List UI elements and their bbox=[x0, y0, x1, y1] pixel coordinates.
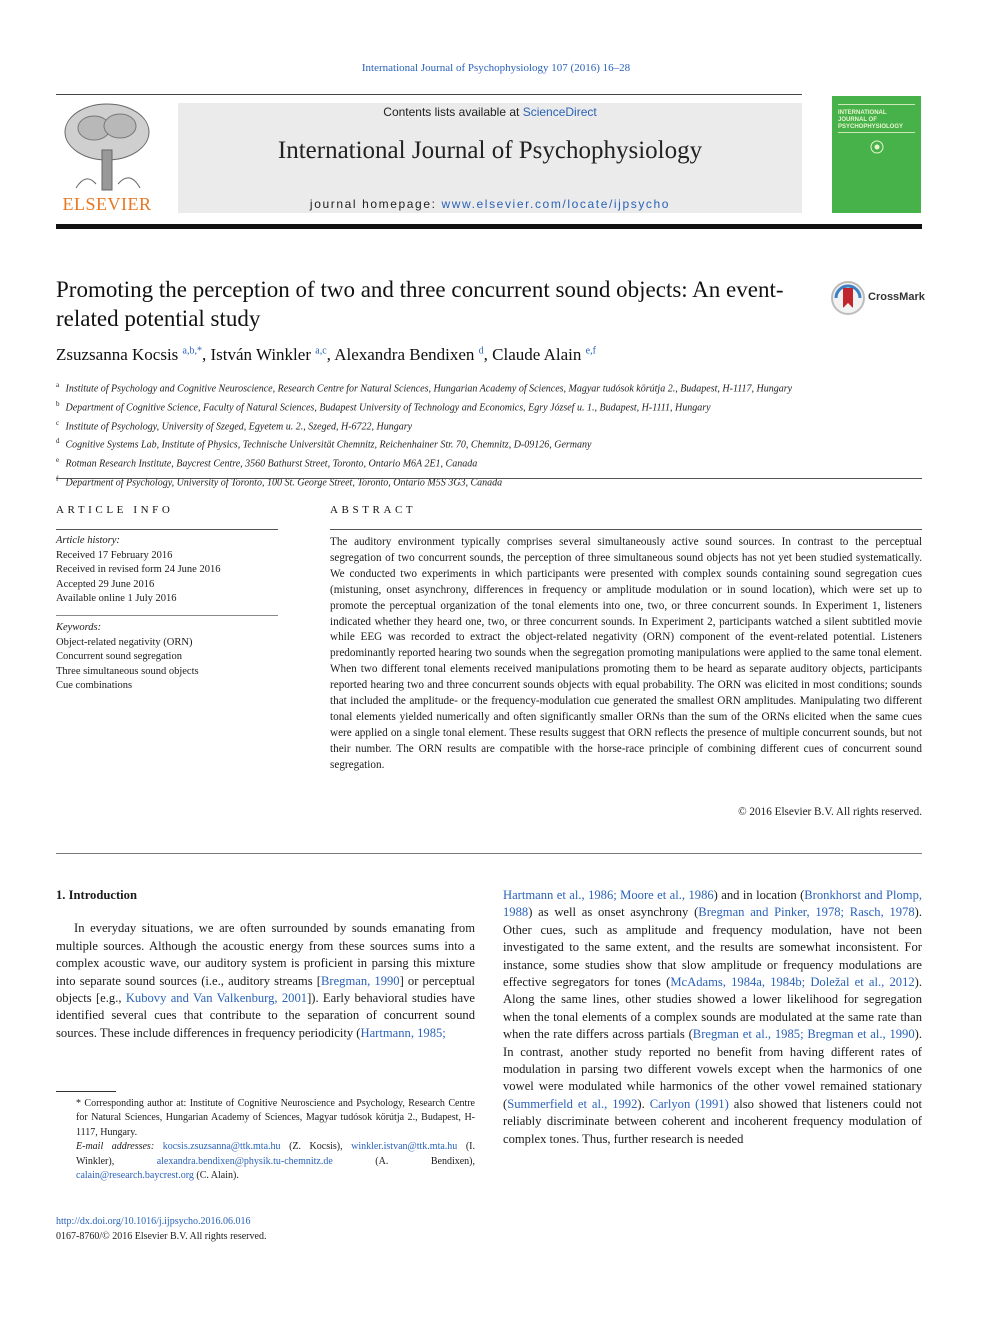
author-affiliation-marker[interactable]: a,c bbox=[315, 345, 327, 357]
author-name[interactable]: Zsuzsanna Kocsis bbox=[56, 345, 179, 364]
issn-line: 0167-8760/© 2016 Elsevier B.V. All rights reserved. bbox=[56, 1230, 267, 1242]
citation-link[interactable]: McAdams, 1984a, 1984b; Doležal et al., 2012 bbox=[670, 975, 915, 990]
keyword-item: Concurrent sound segregation bbox=[56, 651, 182, 662]
affiliation-item bbox=[56, 472, 936, 491]
body-text: ) as well as onset asynchrony ( bbox=[528, 905, 699, 920]
sciencedirect-link[interactable]: ScienceDirect bbox=[522, 105, 597, 119]
crossmark-icon bbox=[830, 280, 866, 316]
affiliation-key: f bbox=[56, 475, 59, 484]
elsevier-logo[interactable] bbox=[56, 100, 158, 215]
affiliation-rule bbox=[56, 478, 922, 479]
affiliation-text: Department of Cognitive Science, Faculty of Natural Sciences, Budapest University of Technology and Economics, Egry József u. 1., Budapest, H-1111, Hungary bbox=[63, 402, 711, 414]
abstract-rule bbox=[330, 529, 922, 530]
history-item: Received in revised form 24 June 2016 bbox=[56, 564, 221, 575]
journal-citation[interactable]: International Journal of Psychophysiology 107 (2016) 16–28 bbox=[361, 62, 631, 74]
keywords-label: Keywords: bbox=[56, 622, 102, 633]
affiliation-item bbox=[56, 434, 936, 453]
affiliation-item bbox=[56, 453, 936, 472]
body-column-right bbox=[503, 887, 922, 1148]
footnote-rule bbox=[56, 1091, 116, 1092]
email-label: E-mail addresses: bbox=[76, 1141, 155, 1153]
history-item: Available online 1 July 2016 bbox=[56, 593, 177, 604]
affiliation-text: Institute of Psychology and Cognitive Neuroscience, Research Centre for Natural Sciences, Hungarian Academy of Sciences, Magyar tudósok körútja 2., Budapest, H-1117, Hungary bbox=[63, 383, 793, 395]
journal-title: International Journal of Psychophysiology bbox=[277, 137, 703, 164]
journal-cover-thumbnail[interactable] bbox=[832, 96, 921, 213]
intro-paragraph-continued bbox=[503, 887, 922, 1148]
email-link[interactable]: calain@research.baycrest.org bbox=[76, 1170, 194, 1182]
author-affiliation-marker[interactable]: d bbox=[478, 345, 484, 357]
abstract-text: The auditory environment typically comprises several simultaneously active sound sources. In contrast to the perceptual segregation of two concurrent sounds, the perception of three simultaneous sound objects has not yet been studied systematically. We conducted two experiments in which participants were presented with complex sounds containing sound segregation cues (mistuning, onset asynchrony, differences in frequency or amplitude modulation or in sound location), which were set up to promote the perceptual organization of the tonal elements into one, two, or three concurrent sounds. In Experiment 1, listeners indicated whether they heard one, two, or three concurrent sounds. In Experiment 2, participants watched a silent subtitled movie while EEG was recorded to extract the object-related negativity (ORN) component of the event-related potential. Listeners predominantly reported hearing two sounds when the segregation promoting manipulations were applied to the same tonal element. When two different tonal elements received manipulations promoting them to be heard as separate auditory objects, participants reported hearing two and three concurrent sounds objects with equal probability. The ORN was elicited in most conditions; sounds that included the amplitude- or the frequency-modulation cue generated the smallest ORN amplitudes. Manipulating two different tonal elements yielded numerically and often significantly smaller ORNs than the sum of the ORNs elicited when the same cues were applied on a single tonal element. These results suggest that ORN reflects the presence of multiple concurrent sounds, but not their number. The ORN results are compatible with the horse-race principle of combining different cues of concurrent sound segregation. bbox=[330, 536, 922, 771]
header-top-rule bbox=[56, 94, 802, 95]
copyright-notice: © 2016 Elsevier B.V. All rights reserved. bbox=[738, 806, 922, 818]
citation-link[interactable]: Hartmann, 1985; bbox=[360, 1025, 446, 1040]
crossmark-badge[interactable] bbox=[830, 280, 930, 316]
doi-link[interactable]: http://dx.doi.org/10.1016/j.ijpsycho.2016.06.016 bbox=[56, 1216, 251, 1227]
body-text: ) and in location ( bbox=[713, 888, 805, 902]
abstract-heading: ABSTRACT bbox=[330, 504, 417, 516]
elsevier-tree-icon bbox=[56, 100, 158, 192]
affiliation-key: d bbox=[56, 437, 60, 446]
body-text: In everyday situations, we are often surrounded by sounds emanating from multiple sources. Although the acoustic energy from these sources sums into a complex acoustic wave, our auditory system is proficient in parsing this mixture into separate sound sources (i.e., auditory streams [ bbox=[56, 921, 475, 988]
email-addresses bbox=[56, 1140, 475, 1183]
affiliations bbox=[56, 378, 936, 491]
email-link[interactable]: alexandra.bendixen@physik.tu-chemnitz.de bbox=[156, 1155, 333, 1167]
cover-rule bbox=[838, 132, 915, 133]
keyword-item: Cue combinations bbox=[56, 680, 133, 691]
citation-link[interactable]: Bregman, 1990 bbox=[320, 973, 400, 988]
affiliation-text: Rotman Research Institute, Baycrest Centre, 3560 Bathurst Street, Toronto, Ontario M6A 2E1, Canada bbox=[63, 458, 478, 470]
article-info-heading: ARTICLE INFO bbox=[56, 504, 174, 516]
homepage-link[interactable]: www.elsevier.com/locate/ijpsycho bbox=[441, 197, 671, 211]
author-name[interactable]: Alexandra Bendixen bbox=[334, 345, 475, 364]
body-text: also showed that listeners could not reliably discriminate between coherent and incoherent frequency modulation of complex tones. Thus, further research is needed bbox=[503, 1096, 922, 1146]
body-text: ). Along the same lines, other studies showed a lower likelihood for segregation when the tonal elements of a complex sounds are modulated at the same rate than when the rate differs across partials ( bbox=[503, 975, 923, 1042]
affiliation-item bbox=[56, 378, 936, 397]
keyword-item: Three simultaneous sound objects bbox=[56, 665, 199, 677]
citation-link[interactable]: Bregman and Pinker, 1978; Rasch, 1978 bbox=[698, 905, 915, 920]
citation-link[interactable]: Carlyon (1991) bbox=[649, 1096, 729, 1111]
article-history bbox=[56, 534, 296, 607]
citation-link[interactable]: Bregman et al., 1985; Bregman et al., 1990 bbox=[692, 1027, 915, 1042]
citation-link[interactable]: Summerfield et al., 1992 bbox=[507, 1096, 638, 1111]
intro-paragraph bbox=[56, 920, 475, 1042]
corresponding-author-footnote bbox=[56, 1097, 475, 1183]
affiliation-item bbox=[56, 397, 936, 416]
author-list: Zsuzsanna Kocsis $^{a,b,*}$, István Winkler $^{a,c}$, Alexandra Bendixen $^d$, Claude Alain $^{e,f}$ bbox=[56, 345, 596, 364]
citation-link[interactable]: Bronkhorst and Plomp, 1988 bbox=[503, 888, 923, 920]
affiliation-key: c bbox=[56, 418, 60, 427]
cover-title: INTERNATIONAL JOURNAL OF PSYCHOPHYSIOLOGY bbox=[838, 110, 904, 130]
crossmark-label: CrossMark bbox=[868, 291, 925, 303]
affiliation-item bbox=[56, 416, 936, 435]
contents-line bbox=[178, 105, 802, 119]
email-owner: (A. Bendixen), bbox=[332, 1155, 475, 1167]
affiliation-key: b bbox=[56, 399, 60, 408]
journal-homepage bbox=[178, 197, 802, 211]
affiliation-text: Cognitive Systems Lab, Institute of Physics, Technische Universität Chemnitz, Reichenhainer Str. 70, Chemnitz, D-09126, Germany bbox=[63, 439, 592, 451]
affiliation-key: a bbox=[56, 381, 60, 389]
citation-link[interactable]: Hartmann et al., 1986; Moore et al., 1986 bbox=[503, 888, 714, 902]
body-column-left bbox=[56, 887, 475, 1042]
keywords-rule bbox=[56, 615, 278, 616]
affiliation-text: Department of Psychology, University of Toronto, 100 St. George Street, Toronto, Ontario M5S 3G3, Canada bbox=[63, 477, 503, 489]
keyword-item: Object-related negativity (ORN) bbox=[56, 636, 193, 648]
contents-prefix: Contents lists available at bbox=[383, 105, 523, 119]
cover-emblem-icon bbox=[870, 140, 884, 154]
body-text: ). Other cues, such as amplitude and frequency modulation, have not been investigated to the same extent, and the results are somewhat inconsistent. For instance, some studies show that slow amplitude or frequency modulations are effective segregators for tones ( bbox=[503, 905, 922, 990]
body-text: ). bbox=[637, 1096, 650, 1111]
affiliation-text: Institute of Psychology, University of Szeged, Egyetem u. 2., Szeged, H-6722, Hungary bbox=[63, 420, 413, 432]
history-item: Received 17 February 2016 bbox=[56, 549, 173, 561]
affiliation-key: e bbox=[56, 456, 60, 465]
email-owner: (C. Alain). bbox=[193, 1170, 239, 1182]
email-owner: (Z. Kocsis), bbox=[280, 1141, 352, 1153]
citation-link[interactable]: Kubovy and Van Valkenburg, 2001 bbox=[125, 991, 308, 1006]
email-link[interactable]: winkler.istvan@ttk.mta.hu bbox=[351, 1141, 458, 1153]
body-text: ] or perceptual objects [e.g., bbox=[56, 973, 475, 1006]
email-owner: (I. Winkler), bbox=[76, 1141, 475, 1167]
article-info-rule bbox=[56, 529, 278, 530]
journal-banner bbox=[178, 103, 802, 213]
homepage-prefix: journal homepage: bbox=[309, 197, 442, 211]
doi-block bbox=[56, 1215, 266, 1244]
body-text: ). In contrast, another study reported no benefit from having different rates of modulation in parsing two different vowels except when the harmonics of one vowel were modulated while harmonics of the other vowel remained stationary ( bbox=[503, 1027, 922, 1111]
history-label: Article history: bbox=[56, 535, 120, 546]
abstract-bottom-rule bbox=[56, 853, 922, 854]
author-name[interactable]: Claude Alain bbox=[492, 345, 582, 364]
author-affiliation-marker[interactable]: a,b,* bbox=[182, 345, 202, 357]
body-text: ]). Early behavioral studies have identified several cues that contribute to the separation of concurrent sound sources. These include differences in frequency periodicity ( bbox=[56, 991, 475, 1040]
article-title: Promoting the perception of two and three concurrent sound objects: An event-related potential study bbox=[56, 277, 784, 331]
footnote-text: * Corresponding author at: Institute of Cognitive Neuroscience and Psychology, Research Centre for Natural Sciences, Hungarian Academy of Sciences, Magyar tudósok körútja 2., Budapest, H-1117, Hungary. bbox=[76, 1098, 475, 1138]
header-thick-rule bbox=[56, 224, 922, 229]
cover-rule bbox=[838, 104, 915, 105]
section-heading-introduction: 1. Introduction bbox=[56, 888, 137, 902]
keywords bbox=[56, 621, 296, 694]
email-link[interactable]: kocsis.zsuzsanna@ttk.mta.hu bbox=[162, 1141, 281, 1153]
history-item: Accepted 29 June 2016 bbox=[56, 578, 155, 590]
author-affiliation-marker[interactable]: e,f bbox=[585, 345, 596, 357]
author-name[interactable]: István Winkler bbox=[210, 345, 311, 364]
elsevier-wordmark: ELSEVIER bbox=[62, 194, 152, 214]
